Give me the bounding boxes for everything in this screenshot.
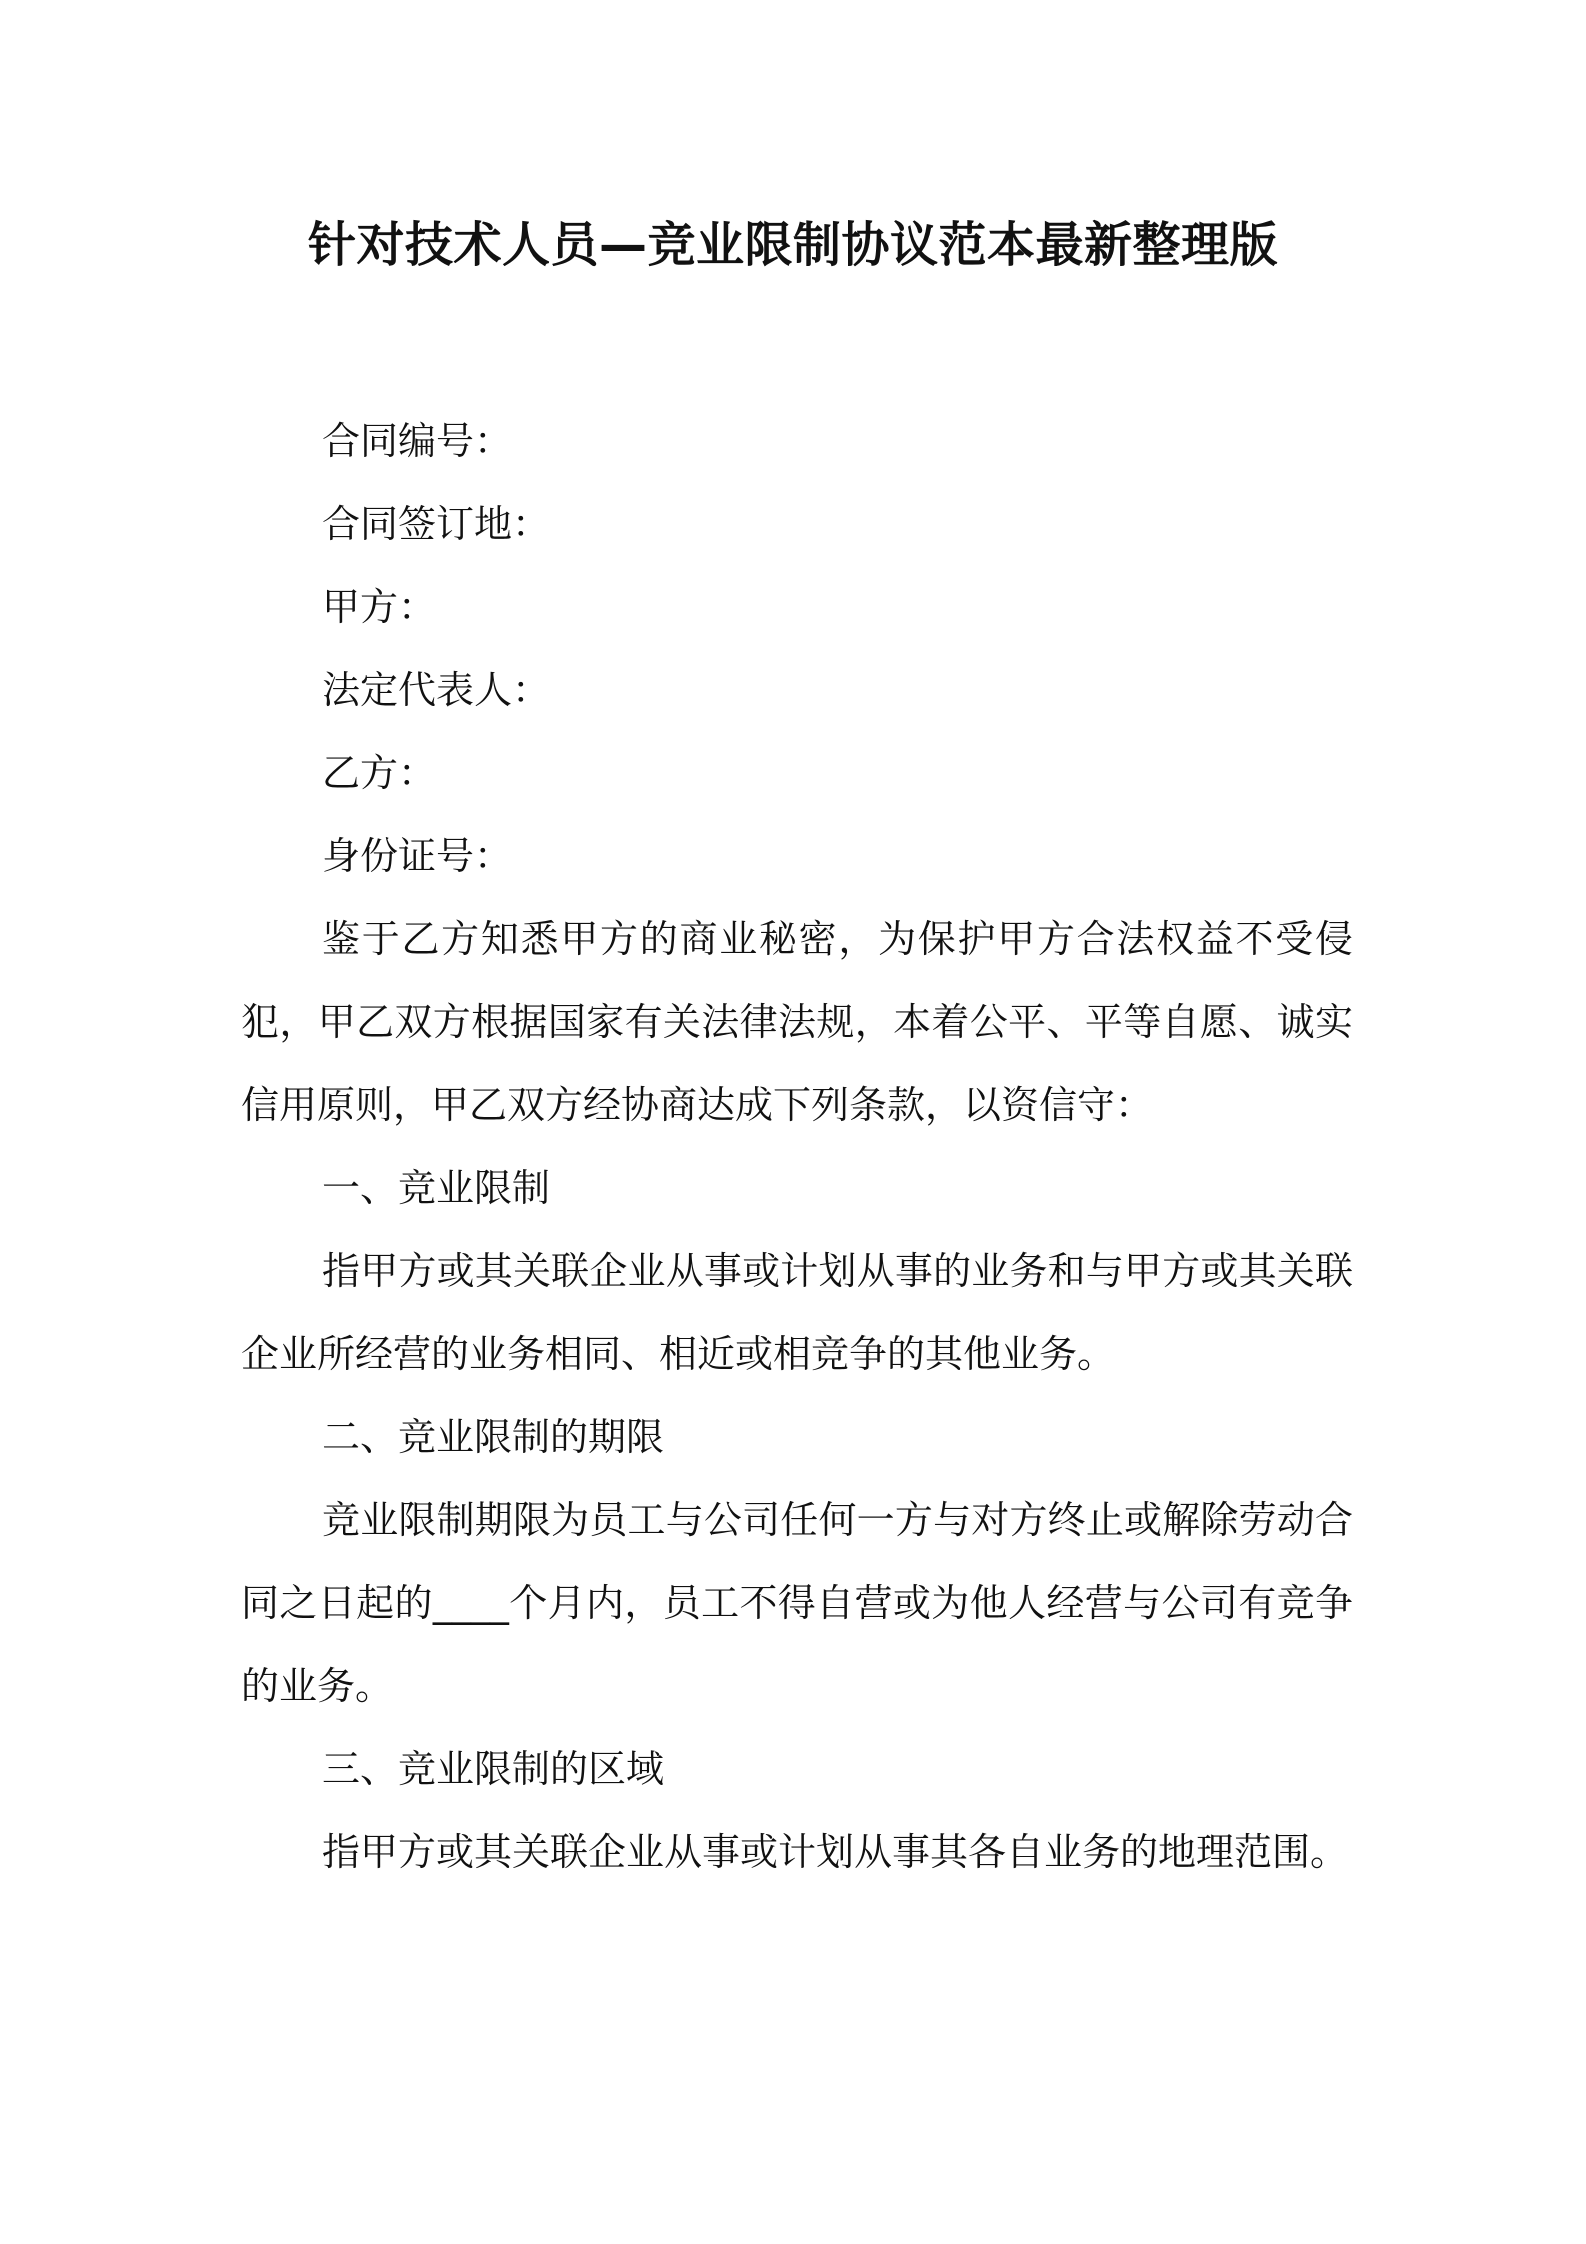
contract-fields — [322, 400, 1352, 898]
section-body-2: 竞业限制期限为员工与公司任何一方与对方终止或解除劳动合同之日起的____个月内，员工不得自营或为他人经营与公司有竞争的业务。 — [241, 1498, 1353, 1708]
section-heading-3: 三、竞业限制的区域 — [322, 1747, 665, 1791]
signing-place-label: 合同签订地： — [322, 502, 551, 546]
document-body — [241, 898, 1353, 1894]
id-number-label: 身份证号： — [322, 834, 513, 878]
document-title: 针对技术人员—竞业限制协议范本最新整理版 — [307, 217, 1278, 273]
party-a-label: 甲方： — [322, 585, 437, 629]
preamble-paragraph: 鉴于乙方知悉甲方的商业秘密，为保护甲方合法权益不受侵犯，甲乙双方根据国家有关法律法规，本着公平、平等自愿、诚实信用原则，甲乙双方经协商达成下列条款，以资信守： — [241, 917, 1353, 1127]
contract-number-label: 合同编号： — [322, 419, 513, 463]
party-b-label: 乙方： — [322, 751, 437, 795]
section-body-1: 指甲方或其关联企业从事或计划从事的业务和与甲方或其关联企业所经营的业务相同、相近或相竞争的其他业务。 — [241, 1249, 1353, 1376]
section-heading-2: 二、竞业限制的期限 — [322, 1415, 665, 1459]
section-body-3: 指甲方或其关联企业从事或计划从事其各自业务的地理范围。 — [322, 1830, 1349, 1874]
section-heading-1: 一、竞业限制 — [322, 1166, 551, 1210]
legal-representative-label: 法定代表人： — [322, 668, 551, 712]
